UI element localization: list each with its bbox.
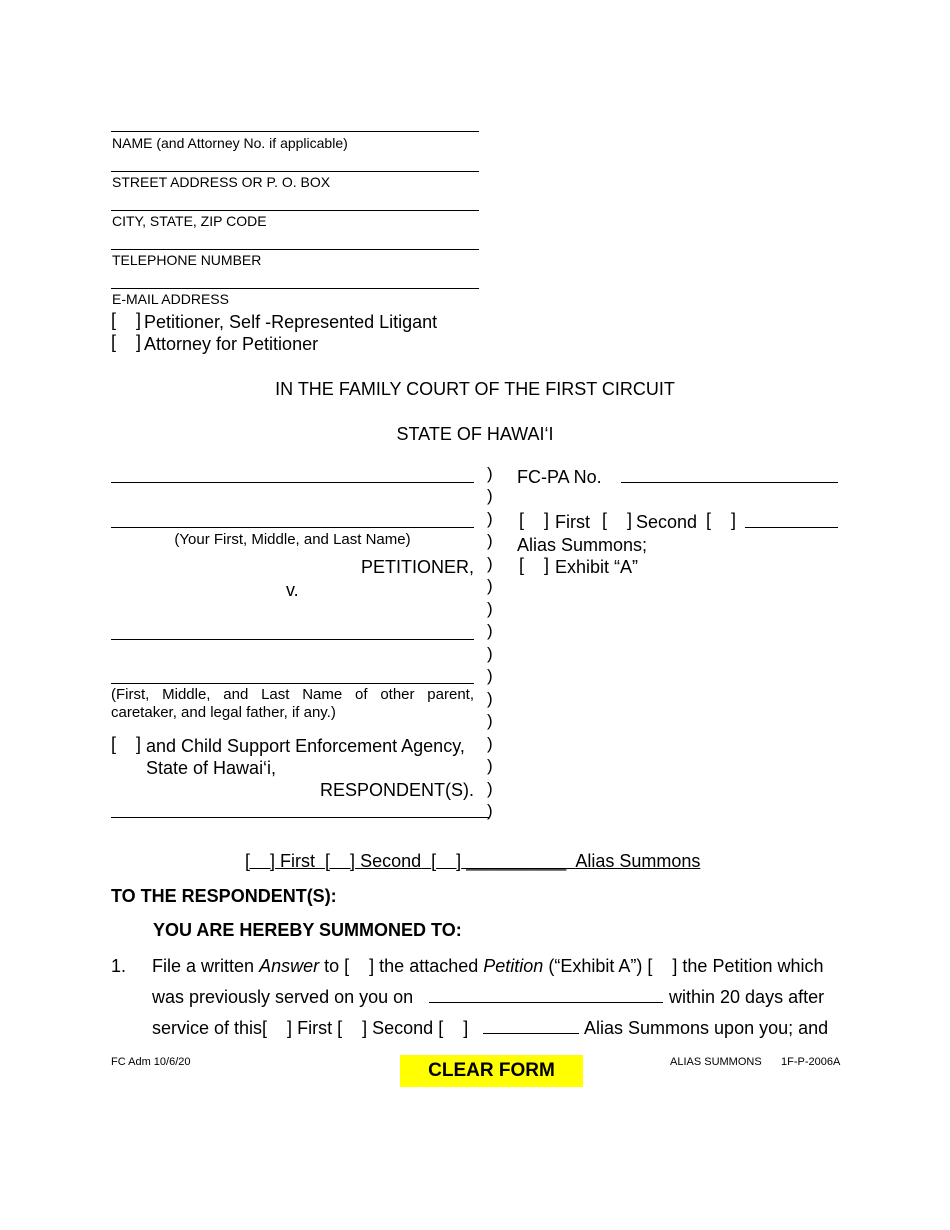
to-respondents-heading: TO THE RESPONDENT(S): [111,886,337,906]
petitioner-self-checkbox[interactable]: [ ] [111,310,142,330]
other-alias-checkbox[interactable]: [ ] [706,510,737,530]
title-second-checkbox[interactable]: [ ] [325,851,356,871]
caption-bottom-line [111,817,489,818]
doc-type: ALIAS SUMMONS [670,1056,762,1068]
line3-second-label: Second [372,1018,434,1038]
title-first-label: First [280,851,316,871]
fcpa-number-line[interactable] [621,482,838,483]
fcpa-label: FC-PA No. [517,467,602,487]
item-line-3 [152,1018,468,1039]
line1-text-c: the attached [379,956,479,976]
answer-text: Answer [259,956,320,976]
respondent-name-line-2[interactable] [111,683,474,684]
name-label: NAME (and Attorney No. if applicable) [112,135,348,151]
form-number: 1F-P-2006A [781,1056,841,1068]
phone-label: TELEPHONE NUMBER [112,252,262,268]
line3-other-blank[interactable] [483,1033,579,1034]
caption-paren: ) [487,554,493,573]
versus: v. [286,580,299,600]
petitioner-self-label: Petitioner, Self -Represented Litigant [144,312,438,332]
line3-second-checkbox[interactable]: [ ] [337,1018,368,1038]
line1-text-e: the Petition which [682,956,824,976]
form-date: FC Adm 10/6/20 [111,1056,191,1068]
line1-text-a: File a written [152,956,255,976]
respondent-name-hint: (First, Middle, and Last Name of other parent, caretaker, and legal father, if any.) [111,686,474,721]
line3-other-checkbox[interactable]: [ ] [438,1018,469,1038]
city-label: CITY, STATE, ZIP CODE [112,213,267,229]
caption-paren: ) [487,576,493,595]
caption-paren: ) [487,509,493,528]
petition-text: Petition [483,956,544,976]
caption-paren: ) [487,666,493,685]
street-label: STREET ADDRESS OR P. O. BOX [112,174,331,190]
phone-line[interactable] [111,249,479,250]
line1-text-b: to [324,956,340,976]
respondent-label: RESPONDENT(S). [319,780,474,800]
alias-summons-label: Alias Summons; [517,535,648,555]
second-alias-label: Second [636,512,698,532]
served-date-line[interactable] [429,1002,663,1003]
csea-line-2: State of Hawai‘i, [146,758,277,778]
line1-text-d: (“Exhibit A”) [548,956,643,976]
line2-text-a: was previously served on you on [152,987,414,1007]
court-title: IN THE FAMILY COURT OF THE FIRST CIRCUIT [275,379,675,399]
caption-paren: ) [487,711,493,730]
court-state: STATE OF HAWAI‘I [396,424,554,444]
caption-paren: ) [487,689,493,708]
name-line[interactable] [111,131,479,132]
caption-paren: ) [487,486,493,505]
caption-paren: ) [487,756,493,775]
attorney-checkbox[interactable]: [ ] [111,332,142,352]
petitioner-name-hint: (Your First, Middle, and Last Name) [174,531,411,548]
caption-paren: ) [487,779,493,798]
title-other-blank[interactable]: __________ [466,851,567,871]
second-alias-checkbox[interactable]: [ ] [602,510,633,530]
petitioner-name-line-2[interactable] [111,527,474,528]
exhibit-checkbox[interactable]: [ ] [519,555,550,575]
title-alias-label: Alias Summons [575,851,701,871]
caption-paren: ) [487,801,493,820]
caption-paren: ) [487,644,493,663]
caption-paren: ) [487,531,493,550]
petitioner-label: PETITIONER, [360,557,474,577]
line3-text-a: service of this [152,1018,263,1038]
caption-paren: ) [487,599,493,618]
previous-petition-checkbox[interactable]: [ ] [647,956,678,976]
city-line[interactable] [111,210,479,211]
doc-title [245,851,700,872]
summoned-heading: YOU ARE HEREBY SUMMONED TO: [153,920,462,940]
csea-checkbox[interactable]: [ ] [111,734,142,754]
line2-text-b: within 20 days after [669,987,825,1007]
caption-paren: ) [487,621,493,640]
street-line[interactable] [111,171,479,172]
line3-text-b: Alias Summons upon you; and [584,1018,829,1038]
first-alias-label: First [555,512,590,532]
item-line-1 [152,956,824,977]
caption-paren: ) [487,464,493,483]
caption-paren: ) [487,734,493,753]
line3-first-label: First [297,1018,333,1038]
title-first-checkbox[interactable]: [ ] [245,851,276,871]
exhibit-label: Exhibit “A” [555,557,639,577]
other-alias-line[interactable] [745,527,838,528]
clear-form-button[interactable]: CLEAR FORM [400,1055,583,1087]
email-line[interactable] [111,288,479,289]
attached-petition-checkbox[interactable]: [ ] [344,956,375,976]
line3-first-checkbox[interactable]: [ ] [262,1018,293,1038]
email-label: E-MAIL ADDRESS [112,291,229,307]
title-other-checkbox[interactable]: [ ] [431,851,462,871]
title-second-label: Second [360,851,422,871]
item-number: 1. [111,956,127,976]
first-alias-checkbox[interactable]: [ ] [519,510,550,530]
csea-line-1: and Child Support Enforcement Agency, [146,736,465,756]
respondent-name-line-1[interactable] [111,639,474,640]
petitioner-name-line-1[interactable] [111,482,474,483]
attorney-label: Attorney for Petitioner [144,334,319,354]
